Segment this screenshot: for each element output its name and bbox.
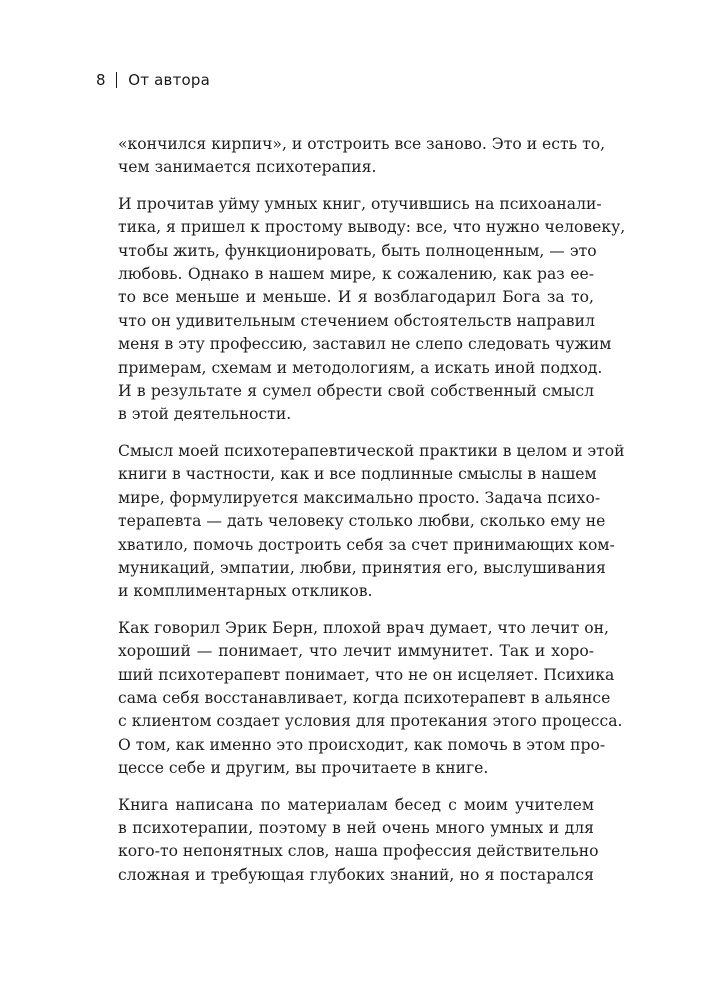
page-number: 8 — [96, 71, 106, 89]
text-line: муникаций, эмпатии, любви, принятия его, выслушивания — [118, 558, 606, 577]
text-line: Как говорил Эрик Берн, плохой врач думает, что лечит он, — [118, 618, 609, 637]
paragraph-4 — [118, 617, 623, 781]
text-line: сама себя восстанавливает, когда психотерапевт в альянсе — [118, 688, 611, 707]
section-title: От автора — [128, 71, 211, 89]
text-line: чем занимается психотерапия. — [118, 158, 377, 177]
text-line: сложная и требующая глубоких знаний, но я постарался — [118, 865, 594, 884]
paragraph-5 — [118, 794, 599, 888]
text-line: в этой деятельности. — [118, 405, 292, 424]
text-line: О том, как именно это происходит, как помочь в этом про- — [118, 735, 606, 754]
header-divider — [116, 72, 118, 88]
paragraph-1 — [118, 133, 606, 180]
text-line: Книга написана по материалам бесед с моим учителем — [118, 795, 594, 814]
text-line: кого-то непонятных слов, наша профессия действительно — [118, 842, 599, 861]
paragraph-2 — [118, 193, 626, 427]
text-line: И в результате я сумел обрести свой собственный смысл — [118, 382, 594, 401]
text-line: Смысл моей психотерапевтической практики в целом и этой — [118, 441, 625, 460]
text-line: и комплиментарных откликов. — [118, 582, 373, 601]
text-line: в психотерапии, поэтому в ней очень много умных и для — [118, 818, 594, 837]
text-line: тика, я пришел к простому выводу: все, что нужно человеку, — [118, 218, 626, 237]
text-line: И прочитав уйму умных книг, отучившись на психоанали- — [118, 194, 602, 213]
text-line: «кончился кирпич», и отстроить все заново. Это и есть то, — [118, 135, 606, 153]
text-line: книги в частности, как и все подлинные смыслы в нашем — [118, 465, 597, 484]
text-line: любовь. Однако в нашем мире, к сожалению, как раз ее- — [118, 265, 594, 284]
text-line: терапевта — дать человеку столько любви, сколько ему не — [118, 512, 606, 531]
text-line: с клиентом создает условия для протекания этого процесса. — [118, 712, 623, 731]
text-line: то все меньше и меньше. И я возблагодарил Бога за то, — [118, 288, 594, 307]
text-line: меня в эту профессию, заставил не слепо следовать чужим — [118, 335, 612, 354]
body-text — [118, 133, 626, 900]
text-line: хватило, помочь достроить себя за счет принимающих ком- — [118, 535, 615, 554]
paragraph-3 — [118, 440, 625, 604]
text-line: хороший — понимает, что лечит иммунитет. Так и хоро- — [118, 642, 594, 661]
text-line: что он удивительным стечением обстоятельств направил — [118, 311, 595, 330]
text-line: примерам, схемам и методологиям, а искать иной подход. — [118, 358, 603, 377]
text-line: цессе себе и другим, вы прочитаете в книге. — [118, 759, 489, 778]
running-head — [96, 69, 210, 91]
text-line: мире, формулируется максимально просто. Задача психо- — [118, 488, 601, 507]
text-line: ший психотерапевт понимает, что не он исцеляет. Психика — [118, 665, 615, 684]
text-line: чтобы жить, функционировать, быть полноценным, — это — [118, 241, 597, 260]
